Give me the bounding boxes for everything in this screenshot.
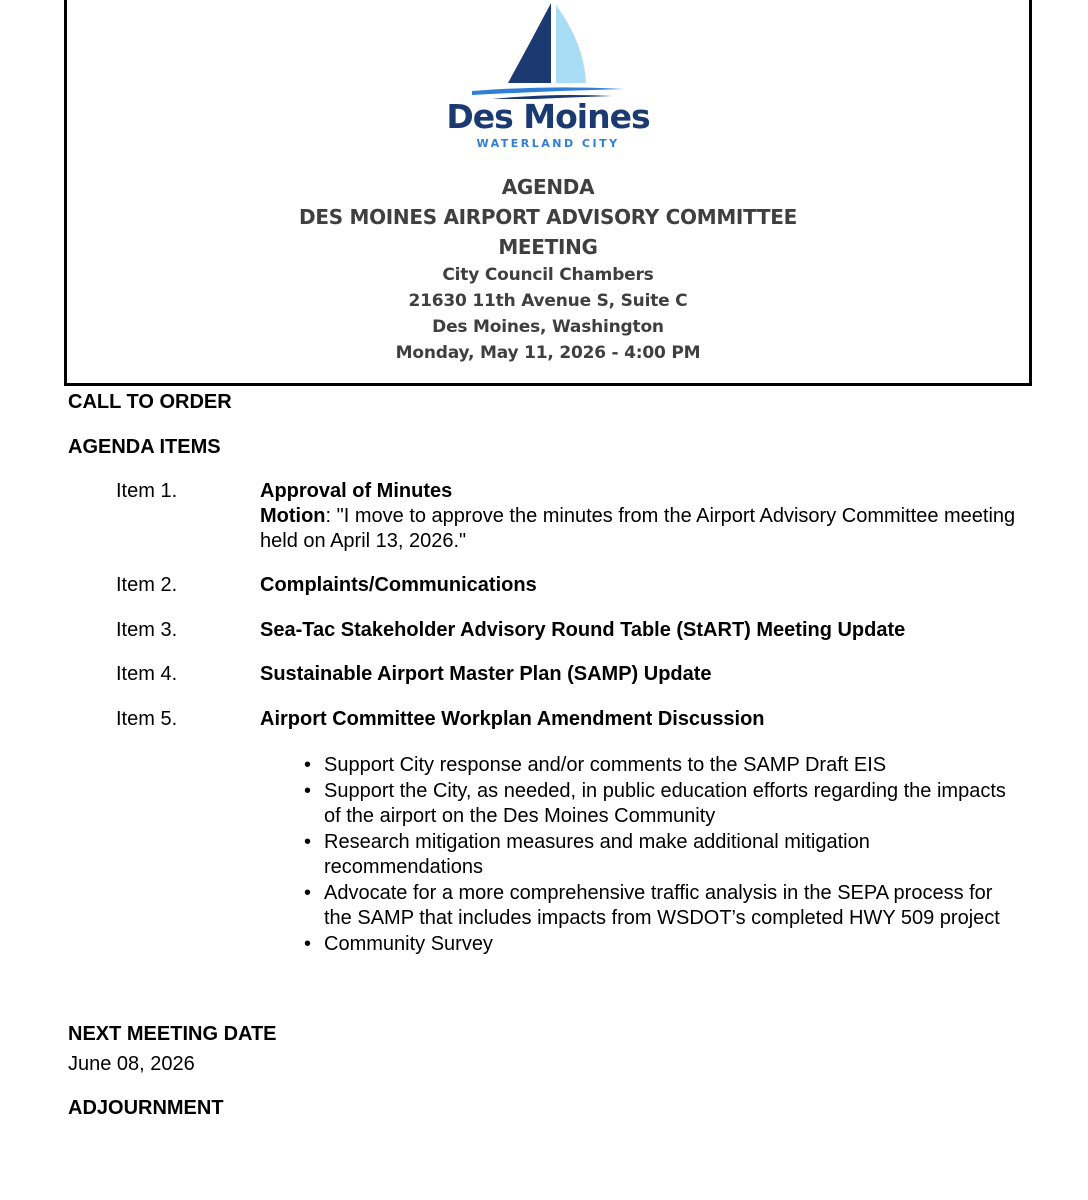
agenda-title: AGENDA [501, 175, 595, 199]
item-3-number: Item 3. [116, 619, 178, 641]
bullet-icon: • [304, 933, 312, 955]
item-3-title: Sea-Tac Stakeholder Advisory Round Table (StART) Meeting Update [260, 619, 906, 641]
bullet-icon: • [304, 831, 312, 853]
committee-title: DES MOINES AIRPORT ADVISORY COMMITTEE [299, 205, 797, 229]
bullet-text: Advocate for a more comprehensive traffic analysis in the SEPA process for the SAMP that includes impacts from WSDOT’s completed HWY 509 project [324, 882, 1000, 929]
item-2-title: Complaints/Communications [260, 574, 537, 596]
list-item [304, 881, 1024, 931]
logo-wordmark: Des Moines [446, 97, 650, 136]
list-item [304, 932, 1024, 957]
meeting-city: Des Moines, Washington [432, 317, 664, 337]
city-logo [67, 0, 1029, 159]
meeting-address: 21630 11th Avenue S, Suite C [408, 291, 688, 311]
bullet-icon: • [304, 780, 312, 802]
workplan-bullet-list [304, 753, 1024, 958]
bullet-text: Community Survey [324, 933, 493, 955]
item-5-title: Airport Committee Workplan Amendment Discussion [260, 708, 765, 730]
bullet-text: Support the City, as needed, in public education efforts regarding the impacts of the airport on the Des Moines Community [324, 780, 1006, 827]
sailboat-logo-icon [472, 3, 624, 99]
list-item [304, 830, 1024, 880]
item-1-title: Approval of Minutes [260, 480, 453, 502]
meeting-title: MEETING [498, 235, 598, 259]
item-5-number: Item 5. [116, 708, 178, 730]
motion-text [260, 504, 1030, 554]
next-meeting-heading: NEXT MEETING DATE [68, 1023, 277, 1045]
meeting-datetime: Monday, May 11, 2026 - 4:00 PM [395, 343, 701, 363]
bullet-icon: • [304, 882, 312, 904]
adjournment-heading: ADJOURNMENT [68, 1097, 224, 1119]
item-2-number: Item 2. [116, 574, 178, 596]
motion-label: Motion [260, 505, 326, 527]
bullet-icon: • [304, 754, 312, 776]
motion-body: : "I move to approve the minutes from the Airport Advisory Committee meeting held on April 13, 2026." [260, 505, 1016, 552]
call-to-order-heading: CALL TO ORDER [68, 391, 232, 413]
bullet-text: Research mitigation measures and make additional mitigation recommendations [324, 831, 870, 878]
list-item [304, 753, 1024, 778]
agenda-items-heading: AGENDA ITEMS [68, 436, 221, 458]
item-4-number: Item 4. [116, 663, 178, 685]
item-1-number: Item 1. [116, 480, 178, 502]
item-4-title: Sustainable Airport Master Plan (SAMP) Update [260, 663, 712, 685]
meeting-location: City Council Chambers [442, 265, 654, 285]
list-item [304, 779, 1024, 829]
agenda-header-box [64, 0, 1032, 386]
logo-tagline: WATERLAND CITY [476, 137, 620, 150]
bullet-text: Support City response and/or comments to the SAMP Draft EIS [324, 754, 887, 776]
next-meeting-date: June 08, 2026 [68, 1053, 195, 1075]
